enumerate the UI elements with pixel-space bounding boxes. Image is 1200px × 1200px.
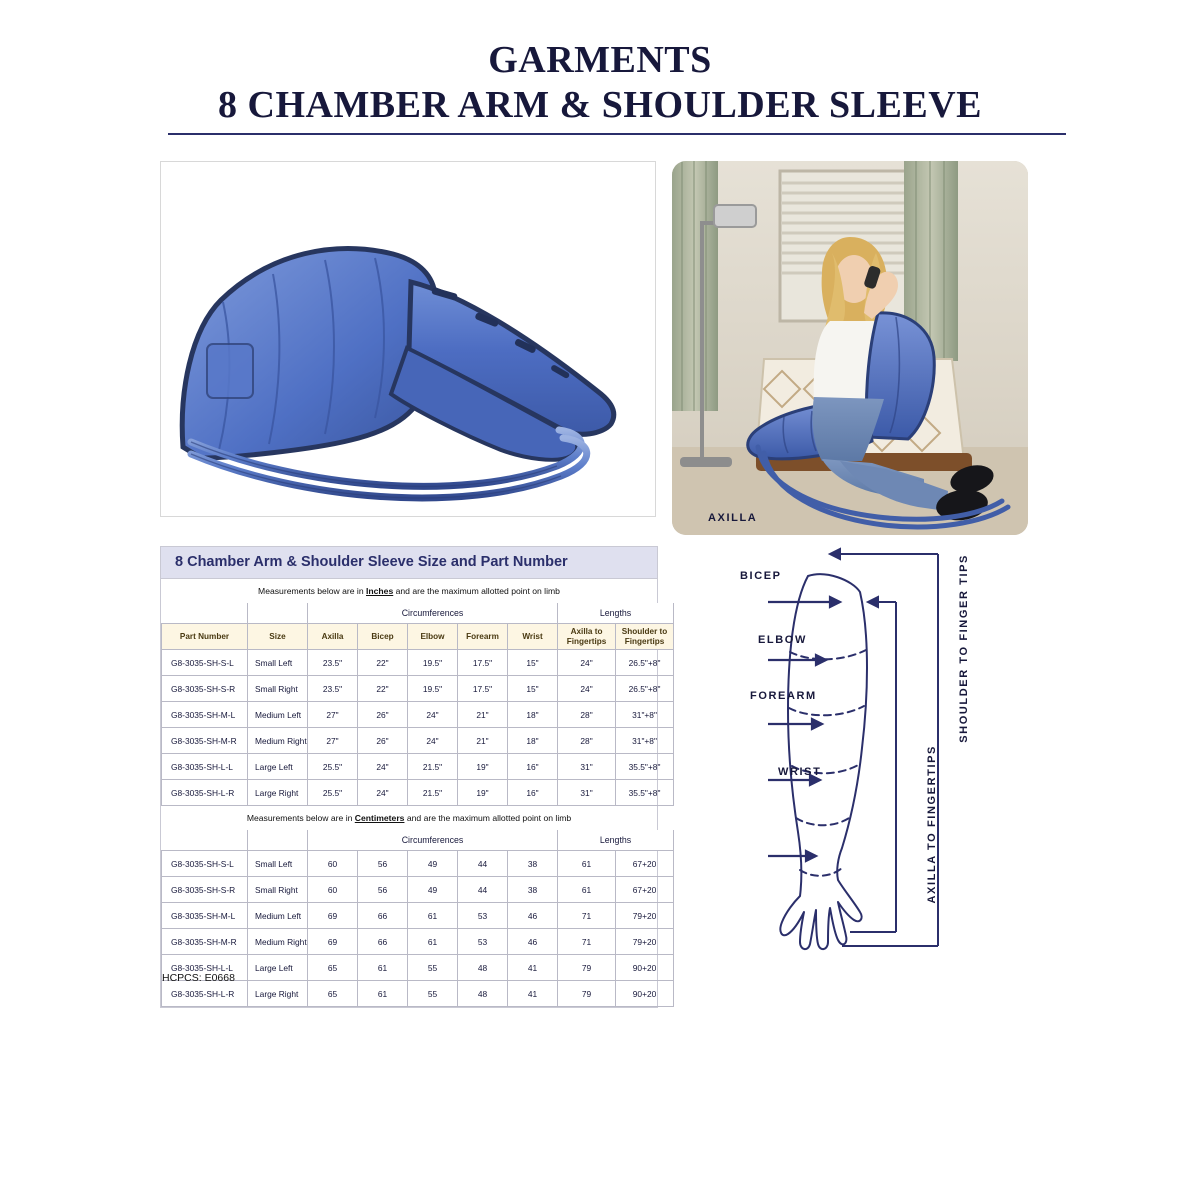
cell-elbow: 19.5" <box>408 676 458 702</box>
title-divider <box>168 133 1066 135</box>
table-row <box>162 650 674 676</box>
table-row <box>162 728 674 754</box>
page-title <box>0 38 1200 128</box>
cell-wrist: 16" <box>508 754 558 780</box>
cell-part-number: G8-3035-SH-M-L <box>162 903 248 929</box>
table-row <box>162 754 674 780</box>
size-and-part-number-table <box>160 546 668 1008</box>
cell-part-number: G8-3035-SH-L-L <box>162 955 248 981</box>
hcpcs-code: HCPCS: E0668 <box>162 972 235 984</box>
cell-size: Large Left <box>248 955 308 981</box>
cell-part-number: G8-3035-SH-S-R <box>162 676 248 702</box>
cell-axilla: 69 <box>308 929 358 955</box>
group-lengths-inches: Lengths <box>558 603 674 624</box>
group-circumferences-cm: Circumferences <box>308 830 558 851</box>
cell-bicep: 56 <box>358 851 408 877</box>
table-row <box>162 981 674 1007</box>
table-title: 8 Chamber Arm & Shoulder Sleeve Size and Part Number <box>161 547 657 579</box>
group-blank-1 <box>162 603 248 624</box>
cell-size: Medium Left <box>248 903 308 929</box>
cell-forearm: 53 <box>458 903 508 929</box>
cell-size: Large Left <box>248 754 308 780</box>
label-wrist: WRIST <box>778 766 822 778</box>
cell-forearm: 17.5" <box>458 650 508 676</box>
cell-part-number: G8-3035-SH-M-L <box>162 702 248 728</box>
sleeve-illustration <box>161 162 655 516</box>
cell-shoulder-to-fingertips: 90+20 <box>616 981 674 1007</box>
label-axilla: AXILLA <box>708 512 758 524</box>
col-bicep: Bicep <box>358 624 408 650</box>
cell-axilla: 23.5" <box>308 650 358 676</box>
cell-bicep: 24" <box>358 780 408 806</box>
label-forearm: FOREARM <box>750 690 817 702</box>
cell-wrist: 18" <box>508 702 558 728</box>
page-title-line2: 8 CHAMBER ARM & SHOULDER SLEEVE <box>218 83 982 126</box>
cell-forearm: 44 <box>458 851 508 877</box>
cell-bicep: 66 <box>358 903 408 929</box>
cell-size: Small Left <box>248 650 308 676</box>
cell-part-number: G8-3035-SH-S-L <box>162 650 248 676</box>
table-row <box>162 676 674 702</box>
label-bicep: BICEP <box>740 570 782 582</box>
cell-forearm: 44 <box>458 877 508 903</box>
cell-wrist: 38 <box>508 851 558 877</box>
cell-wrist: 46 <box>508 929 558 955</box>
group-circumferences-inches: Circumferences <box>308 603 558 624</box>
cell-shoulder-to-fingertips: 67+20 <box>616 877 674 903</box>
cell-forearm: 48 <box>458 981 508 1007</box>
cell-elbow: 49 <box>408 851 458 877</box>
cell-bicep: 66 <box>358 929 408 955</box>
cell-axilla-to-fingertips: 61 <box>558 851 616 877</box>
cell-part-number: G8-3035-SH-L-L <box>162 754 248 780</box>
table-row <box>162 929 674 955</box>
cell-axilla: 27" <box>308 702 358 728</box>
cell-shoulder-to-fingertips: 35.5"+8" <box>616 780 674 806</box>
cell-axilla-to-fingertips: 61 <box>558 877 616 903</box>
cell-axilla-to-fingertips: 28" <box>558 702 616 728</box>
col-part-number: Part Number <box>162 624 248 650</box>
table-row <box>162 955 674 981</box>
cell-size: Small Right <box>248 877 308 903</box>
cell-elbow: 49 <box>408 877 458 903</box>
centimeters-table <box>161 830 674 1007</box>
cell-axilla: 23.5" <box>308 676 358 702</box>
cell-elbow: 24" <box>408 702 458 728</box>
cell-axilla: 25.5" <box>308 780 358 806</box>
cell-bicep: 24" <box>358 754 408 780</box>
cell-part-number: G8-3035-SH-M-R <box>162 929 248 955</box>
cell-axilla-to-fingertips: 79 <box>558 981 616 1007</box>
col-size: Size <box>248 624 308 650</box>
label-axilla-to-fingertips: AXILLA TO FINGERTIPS <box>926 745 938 904</box>
cell-axilla-to-fingertips: 24" <box>558 676 616 702</box>
cell-shoulder-to-fingertips: 90+20 <box>616 955 674 981</box>
cell-forearm: 17.5" <box>458 676 508 702</box>
inches-note-unit: Inches <box>366 586 394 596</box>
cell-axilla: 69 <box>308 903 358 929</box>
product-photo-sleeve <box>160 161 656 517</box>
group-blank-4 <box>248 830 308 851</box>
cell-size: Medium Right <box>248 728 308 754</box>
cell-elbow: 55 <box>408 981 458 1007</box>
cell-forearm: 19" <box>458 780 508 806</box>
col-axilla-to-fingertips: Axilla to Fingertips <box>558 624 616 650</box>
cell-forearm: 21" <box>458 728 508 754</box>
label-shoulder-to-finger-tips: SHOULDER TO FINGER TIPS <box>958 554 970 743</box>
cell-elbow: 19.5" <box>408 650 458 676</box>
cell-size: Small Left <box>248 851 308 877</box>
cell-part-number: G8-3035-SH-S-R <box>162 877 248 903</box>
cell-size: Large Right <box>248 780 308 806</box>
cell-elbow: 24" <box>408 728 458 754</box>
cell-axilla: 25.5" <box>308 754 358 780</box>
cell-wrist: 46 <box>508 903 558 929</box>
cell-size: Medium Right <box>248 929 308 955</box>
cell-bicep: 61 <box>358 981 408 1007</box>
cell-bicep: 56 <box>358 877 408 903</box>
cell-wrist: 18" <box>508 728 558 754</box>
col-elbow: Elbow <box>408 624 458 650</box>
table-row <box>162 702 674 728</box>
col-axilla: Axilla <box>308 624 358 650</box>
cell-forearm: 19" <box>458 754 508 780</box>
cell-size: Small Right <box>248 676 308 702</box>
page-title-line1: GARMENTS <box>488 39 712 81</box>
table-row <box>162 780 674 806</box>
cell-forearm: 21" <box>458 702 508 728</box>
cell-axilla: 60 <box>308 851 358 877</box>
group-lengths-cm: Lengths <box>558 830 674 851</box>
cell-axilla-to-fingertips: 79 <box>558 955 616 981</box>
cell-shoulder-to-fingertips: 67+20 <box>616 851 674 877</box>
group-blank-2 <box>248 603 308 624</box>
cell-shoulder-to-fingertips: 79+20 <box>616 903 674 929</box>
cell-elbow: 55 <box>408 955 458 981</box>
cell-bicep: 61 <box>358 955 408 981</box>
cell-shoulder-to-fingertips: 26.5"+8" <box>616 650 674 676</box>
cell-axilla: 65 <box>308 981 358 1007</box>
cm-note-pre: Measurements below are in <box>246 813 355 823</box>
lifestyle-photo-patient <box>672 161 1028 535</box>
arm-measurement-diagram <box>690 512 1020 970</box>
cell-wrist: 38 <box>508 877 558 903</box>
cell-axilla-to-fingertips: 31" <box>558 754 616 780</box>
cell-elbow: 61 <box>408 929 458 955</box>
cell-part-number: G8-3035-SH-L-R <box>162 981 248 1007</box>
table-row <box>162 851 674 877</box>
inches-table <box>161 603 674 806</box>
cell-axilla-to-fingertips: 31" <box>558 780 616 806</box>
cell-axilla-to-fingertips: 71 <box>558 903 616 929</box>
cm-note-unit: Centimeters <box>354 813 405 823</box>
cell-bicep: 26" <box>358 702 408 728</box>
cell-axilla-to-fingertips: 28" <box>558 728 616 754</box>
cell-shoulder-to-fingertips: 35.5"+8" <box>616 754 674 780</box>
cell-bicep: 22" <box>358 650 408 676</box>
col-forearm: Forearm <box>458 624 508 650</box>
cell-part-number: G8-3035-SH-L-R <box>162 780 248 806</box>
cell-bicep: 26" <box>358 728 408 754</box>
cell-elbow: 21.5" <box>408 754 458 780</box>
cell-forearm: 48 <box>458 955 508 981</box>
cell-part-number: G8-3035-SH-S-L <box>162 851 248 877</box>
cell-axilla: 60 <box>308 877 358 903</box>
inches-note-post: and are the maximum allotted point on limb <box>393 586 560 596</box>
inches-measurement-note <box>161 579 657 603</box>
cell-axilla: 27" <box>308 728 358 754</box>
cell-wrist: 15" <box>508 650 558 676</box>
cell-shoulder-to-fingertips: 31"+8" <box>616 728 674 754</box>
cell-wrist: 16" <box>508 780 558 806</box>
cell-part-number: G8-3035-SH-M-R <box>162 728 248 754</box>
cell-shoulder-to-fingertips: 79+20 <box>616 929 674 955</box>
cell-elbow: 21.5" <box>408 780 458 806</box>
cell-wrist: 41 <box>508 981 558 1007</box>
centimeters-measurement-note <box>161 806 657 830</box>
cell-axilla: 65 <box>308 955 358 981</box>
cell-axilla-to-fingertips: 24" <box>558 650 616 676</box>
label-elbow: ELBOW <box>758 634 807 646</box>
col-wrist: Wrist <box>508 624 558 650</box>
cell-shoulder-to-fingertips: 31"+8" <box>616 702 674 728</box>
cell-wrist: 15" <box>508 676 558 702</box>
cell-elbow: 61 <box>408 903 458 929</box>
cell-forearm: 53 <box>458 929 508 955</box>
cm-note-post: and are the maximum allotted point on limb <box>404 813 572 823</box>
room-scene-illustration <box>672 161 1028 535</box>
cell-axilla-to-fingertips: 71 <box>558 929 616 955</box>
cell-shoulder-to-fingertips: 26.5"+8" <box>616 676 674 702</box>
cell-wrist: 41 <box>508 955 558 981</box>
table-row <box>162 903 674 929</box>
cell-size: Large Right <box>248 981 308 1007</box>
inches-note-pre: Measurements below are in <box>258 586 366 596</box>
cell-bicep: 22" <box>358 676 408 702</box>
group-blank-3 <box>162 830 248 851</box>
cell-size: Medium Left <box>248 702 308 728</box>
table-row <box>162 877 674 903</box>
col-shoulder-to-fingertips: Shoulder to Fingertips <box>616 624 674 650</box>
